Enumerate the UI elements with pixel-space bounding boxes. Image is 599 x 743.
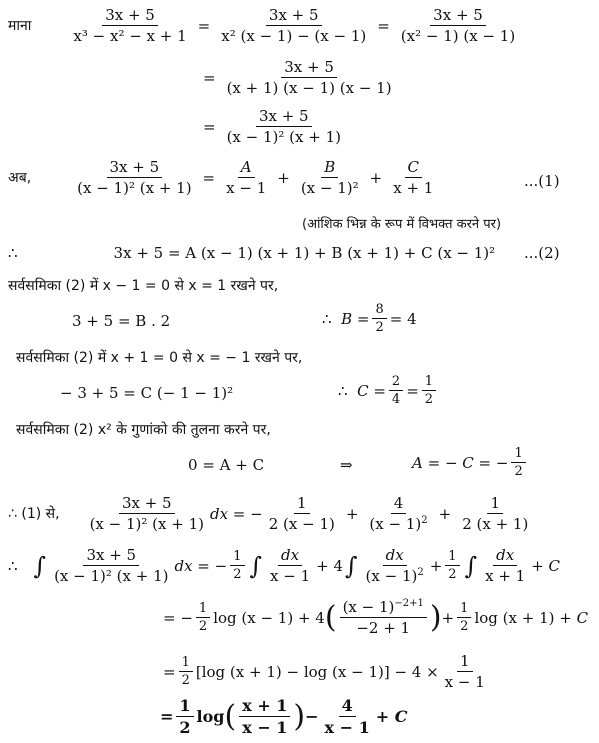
coef-rhs: A = − C = − $\frac{1}{2}$ <box>412 446 529 479</box>
line-partial: अब, $\frac{3x + 5}{\text{(x − 1)² (x + 1)}}$ = $\frac{A}{x - 1}$ + $\frac{B}{\text{(x − 1)²}}$ + $\frac{C}{x + 1}$ <box>8 158 434 197</box>
line-from1: ∴ (1) से, $\frac{3x + 5}{\text{(x − 1)² (x + 1)}}$ dx = − $\frac{1}{2 (x - 1)}$ + $\frac{4}{(x - 1)^2}$ + $\frac{1}{2 (x + 1)}$ <box>8 494 529 533</box>
line-integral: ∴ ∫ $\frac{3x + 5}{\text{(x − 1)² (x + 1)}}$ dx = − $\frac{1}{2}$ ∫ $\frac{dx}{x - 1}$ + 4 ∫ $\frac{dx}{(x - 1)^2}$ + $\frac{1}{2}$ ∫ $\frac{dx}{x + 1}$ + C <box>8 546 561 585</box>
fraction-step1: $\frac{3x + 5}{\text{x² (x − 1) − (x − 1)}}$ <box>221 6 367 45</box>
implies-symbol: ⇒ <box>340 456 353 474</box>
line-int-step2: = $\frac{1}{2}$ [log (x + 1) − log (x − 1)] − 4 × $\frac{1}{x - 1}$ <box>163 652 485 691</box>
fraction-step3: $\frac{3x + 5}{(x + 1) (x - 1) (x - 1)}$ <box>226 58 392 97</box>
identity-text-1: सर्वसमिका (2) में x − 1 = 0 से x = 1 रखने पर, <box>8 278 279 294</box>
line-identity: ∴ 3x + 5 = A (x − 1) (x + 1) + B (x + 1) + C (x − 1)² <box>8 244 496 262</box>
fraction-original: $\frac{3x + 5}{\text{x³ − x² − x + 1}}$ <box>73 6 187 45</box>
eq-label-2: ...(2) <box>524 244 560 262</box>
fraction-step2: $\frac{3x + 5}{\text{(x² − 1) (x − 1)}}$ <box>400 6 516 45</box>
fraction-step4: $\frac{3x + 5}{\text{(x − 1)² (x + 1)}}$ <box>226 107 341 146</box>
label-mana: माना <box>8 18 32 34</box>
line-final: = $\frac{1}{2}$ log ( $\frac{x + 1}{x - 1}$ ) − $\frac{4}{x - 1}$ + C <box>160 696 408 737</box>
identity-equation: 3x + 5 = A (x − 1) (x + 1) + B (x + 1) + C (x − 1)² <box>113 244 496 262</box>
line-step4: = $\frac{3x + 5}{\text{(x − 1)² (x + 1)}}$ <box>198 107 347 146</box>
partial-note: (आंशिक भिन्न के रूप में विभक्त करने पर) <box>302 217 502 232</box>
sub2-lhs: − 3 + 5 = C (− 1 − 1)² <box>60 384 234 402</box>
sub1-rhs: ∴ B = $\frac{8}{2}$ = 4 <box>322 302 417 335</box>
line-step3: = $\frac{3x + 5}{(x + 1) (x - 1) (x - 1)}$ <box>198 58 398 97</box>
line-int-step1: = − $\frac{1}{2}$ log (x − 1) + 4 ( $\frac{(x - 1)^{-2+1}}{-2 + 1}$ ) + $\frac{1}{2}$ log (x + 1) + C <box>163 598 589 637</box>
line-mana: माना $\frac{3x + 5}{\text{x³ − x² − x + 1}}$ = $\frac{3x + 5}{\text{x² (x − 1) − (x − 1)}}$ = $\frac{3x + 5}{\text{(x² − 1) (x − 1)}}$ <box>8 6 521 45</box>
eq-label-1: ...(1) <box>524 172 560 190</box>
identity-text-3: सर्वसमिका (2) x² के गुणांको की तुलना करने पर, <box>16 422 271 438</box>
sub2-rhs: ∴ C = $\frac{2}{4}$ = $\frac{1}{2}$ <box>338 374 439 407</box>
coef-lhs: 0 = A + C <box>188 456 265 474</box>
identity-text-2: सर्वसमिका (2) में x + 1 = 0 से x = − 1 रखने पर, <box>16 350 303 366</box>
label-ab: अब, <box>8 170 32 186</box>
sub1-lhs: 3 + 5 = B . 2 <box>72 312 171 330</box>
